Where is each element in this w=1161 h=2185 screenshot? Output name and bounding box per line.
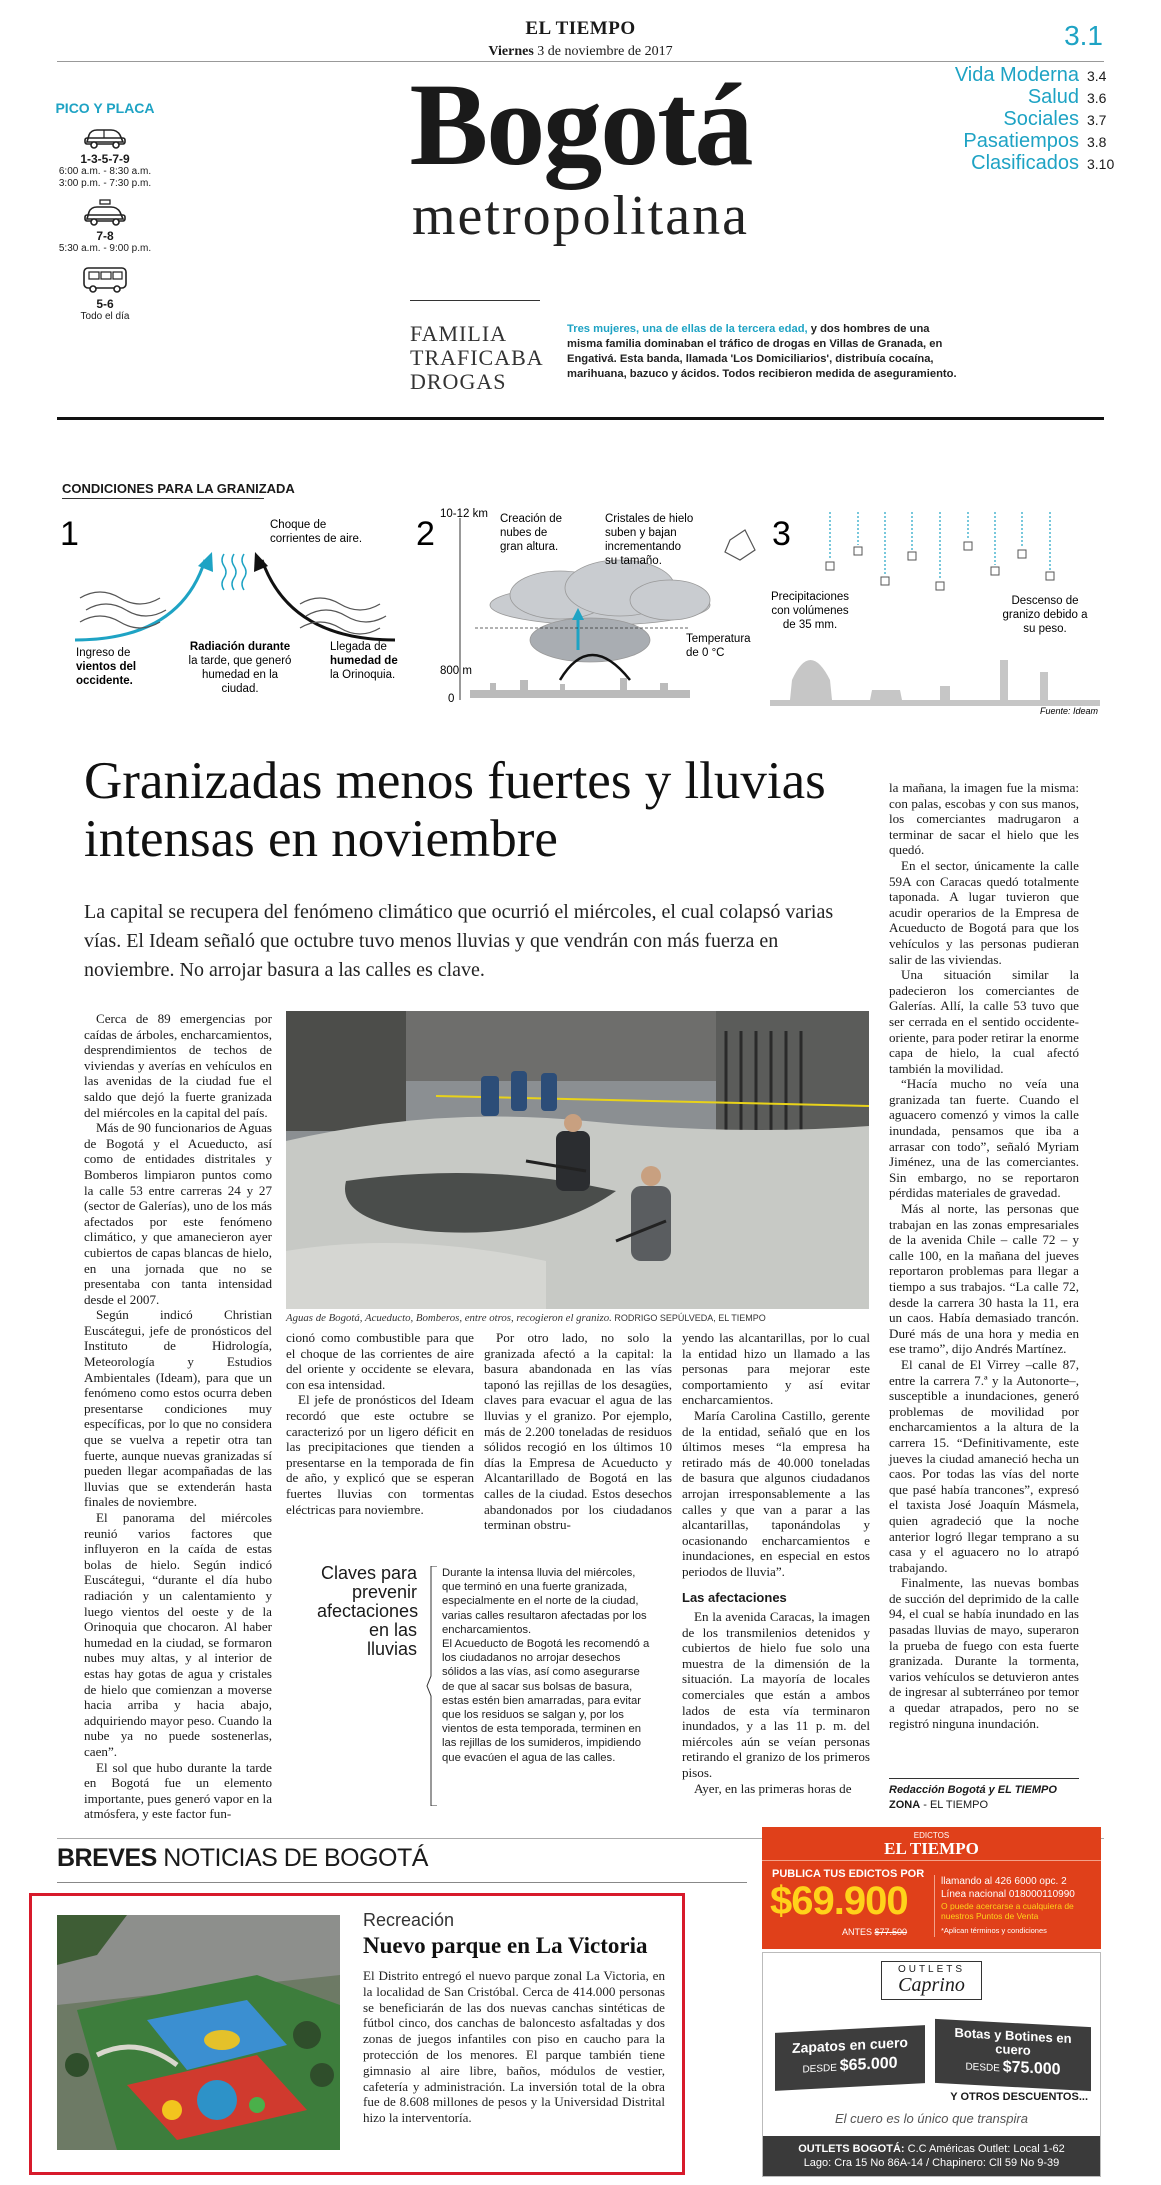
brief-text: El Distrito entregó el nuevo parque zonal La Victoria, en la localidad de San Cristóbal. Cerca de 414.000 personas se beneficiarán de las dos nuevas canchas sintéticas de fútbol cinco, dos canchas de baloncesto asfaltadas y dos zonas de juegos infantiles con piso en caucho para la protección de los menores. El parque también tiene gimnasio al aire libre, baños, módulos de vestier, cafetería y administración. La inversión total de la obra fue de 8.608 millones de pesos y la Universidad Distrital hizo la interventoría. <box>363 1968 665 2126</box>
city-skyline-left <box>470 678 690 698</box>
taxi-time: 5:30 a.m. - 9:00 p.m. <box>58 243 152 254</box>
paragraph: yendo las alcantarillas, por lo cual la entidad hizo un llamado a las personas para mejorar este comportamiento y así evitar encharcamientos. <box>682 1330 870 1408</box>
ad-divider <box>762 1860 1101 1861</box>
caprino-address-2: Lago: Cra 15 No 86A-14 / Chapinero: Cll 59 No 9-39 <box>803 2157 1060 2169</box>
caprino-more: Y OTROS DESCUENTOS... <box>950 2091 1088 2103</box>
date-day: Viernes <box>488 44 534 59</box>
ad-national: Línea nacional 018000110990 <box>941 1889 1075 1900</box>
teaser-label-line: FAMILIA <box>410 321 508 346</box>
wind-west-arrow <box>262 560 395 640</box>
car-time-1: 6:00 a.m. - 8:30 a.m. <box>58 166 152 177</box>
teaser-text <box>567 322 967 382</box>
article-column-5 <box>889 780 1079 1731</box>
article-column-2 <box>286 1330 474 1517</box>
caprino-slogan: El cuero es lo único que transpira <box>835 2111 1028 2126</box>
paragraph: la mañana, la imagen fue la misma: con palas, escobas y con sus manos, los comerciantes madrugaron a terminar de sacar el hielo que les quedó. <box>889 780 1079 858</box>
car-icon <box>83 124 127 150</box>
infographic-title: CONDICIONES PARA LA GRANIZADA <box>62 481 295 496</box>
index-item[interactable]: Vida Moderna 3.4 <box>954 64 1107 86</box>
claves-title: Claves para prevenir afectaciones en las lluvias <box>317 1563 419 1659</box>
byline-zona: ZONA <box>889 1799 921 1811</box>
section-page-number: 3.1 <box>1064 20 1103 51</box>
label-radiacion: Radiación durante la tarde, que generó humedad en la ciudad. <box>188 641 292 695</box>
subhead: Las afectaciones <box>682 1589 787 1605</box>
paragraph: Más de 90 funcionarios de Aguas de Bogotá y el Acueducto, así como de entidades distritales y Bomberos limpiaron puntos como la calle 53 entre carreras 24 y 27 (sector de Galerías), uno de los más afectados por este fenómeno climático, y que amanecieron ayer cubiertos de capas blancas de hielo, en una jornada que no se presentaba con tanta intensidad desde el 2007. <box>84 1120 272 1307</box>
infographic-title-underline <box>62 498 264 499</box>
teaser-label-line: TRAFICABA <box>410 345 544 370</box>
label-creacion: Creación de nubes de gran altura. <box>500 513 563 553</box>
caprino-outlets: OUTLETS <box>897 1964 966 1975</box>
brief-title[interactable]: Nuevo parque en La Victoria <box>363 1933 648 1958</box>
caprino-ad[interactable] <box>762 1952 1101 2177</box>
label-ingreso: Ingreso de vientos del occidente. <box>76 647 137 687</box>
label-choque: Choque de corrientes de aire. <box>270 519 363 545</box>
caprino-item-zapatos: Zapatos en cuero DESDE $65.000 <box>775 2025 925 2091</box>
ad-contact <box>934 1875 1094 1937</box>
teaser-label-line: DROGAS <box>410 369 507 394</box>
pico-y-placa-taxis <box>40 199 170 255</box>
altitude-top: 10-12 km <box>440 508 488 520</box>
paragraph: En la avenida Caracas, la imagen de los transmilenios detenidos y cubiertos de hielo fue solo una muestra de la dimensión de la situación. La mayoría de locales comerciales que están a ambos lados de esta vía terminaron inundados, y a las 11 p. m. del miércoles aún se veían personas retirando el granizo de los primeros pisos. <box>682 1609 870 1781</box>
caprino-addresses: OUTLETS BOGOTÁ: C.C Américas Outlet: Local 1-62 Lago: Cra 15 No 86A-14 / Chapinero: Cll 59 No 9-39 <box>763 2136 1100 2176</box>
taxi-icon <box>83 199 127 227</box>
step-2-number: 2 <box>416 515 435 553</box>
section-index <box>861 64 1121 174</box>
teaser-body: y dos hombres de una misma familia dominaban el tráfico de drogas en Villas de Granada, en Engativá. Esta banda, llamada 'Los Domiciliarios', distribuía cocaína, marihuana, bazuco y ácidos. Todos recibieron medida de aseguramiento. <box>567 323 957 380</box>
byline-main: Redacción Bogotá y EL TIEMPO <box>889 1784 1057 1796</box>
heat-waves <box>222 554 246 590</box>
bus-time: Todo el día <box>80 310 130 322</box>
pico-y-placa-buses <box>40 265 170 323</box>
paragraph: Por otro lado, no solo la granizada afectó a la capital: la basura abandonada en las vías taponó las rejillas de los desagües, claves para evacuar el agua de las lluvias y el granizo. Por ejemplo, más de 2.200 toneladas de residuos sólidos recogió en los últimos 10 días la Empresa de Acueducto y Alcantarillado de Bogotá en las calles de la ciudad. Estos desechos abandonados por los ciudadanos terminan obstru- <box>484 1330 672 1533</box>
breves-underline <box>57 1882 747 1883</box>
edictos-ad[interactable] <box>762 1827 1101 1949</box>
article-column-4 <box>682 1330 870 1796</box>
article-photo <box>286 1011 869 1309</box>
claves-paragraph: Durante la intensa lluvia del miércoles, que terminó en una fuerte granizada, especialmente en el norte de la ciudad, varias calles resultaron afectadas por los encharcamientos. <box>442 1567 647 1636</box>
newspaper-name: EL TIEMPO <box>525 18 636 39</box>
taxi-plate-digits: 7-8 <box>96 229 114 243</box>
paragraph: cionó como combustible para que el choque de las corrientes de aire del oriente y occidente se elevara, con esa intensidad. <box>286 1330 474 1392</box>
breves-title-bold: BREVES <box>57 1844 157 1872</box>
label-llegada: Llegada de humedad de la Orinoquia. <box>330 641 398 681</box>
label-precipitaciones: Precipitaciones con volúmenes de 35 mm. <box>771 591 849 631</box>
car-plate-digits: 1-3-5-7-9 <box>80 152 130 166</box>
section-subtitle: metropolitana <box>411 185 749 247</box>
caption-text: Aguas de Bogotá, Acueducto, Bomberos, entre otros, recogieron el granizo. <box>286 1312 612 1324</box>
article-byline <box>889 1778 1109 1813</box>
date-rest: 3 de noviembre de 2017 <box>533 44 673 59</box>
altitude-mid: 800 m <box>440 665 472 677</box>
paragraph: El panorama del miércoles reunió varios factores que influyeron en la caída de estas bolas de hielo. Según indicó Euscátegui, “durante el día hubo radiación y un calentamiento y luego vientos del oeste y de la Orinoquia que chocaron. Al haber humedad en la ciudad, se formaron nubes muy altas, y al interior de estas hay gotas de agua y cristales de hielo que comienzan a moverse hacia arriba y hacia abajo, adquiriendo mayor peso. Cuando la nube ya no puede sostenerlas, caen”. <box>84 1510 272 1759</box>
ad-terms: *Aplican términos y condiciones <box>941 1926 1047 1935</box>
breves-title-rest: NOTICIAS DE BOGOTÁ <box>156 1844 428 1872</box>
ad-small-label: EDICTOS <box>913 1831 950 1840</box>
caprino-logo <box>763 1961 1100 2000</box>
paragraph: Cerca de 89 emergencias por caídas de árboles, encharcamientos, desprendimientos de techos de viviendas y averías en vehículos en las avenidas de la ciudad fue el saldo que dejó la fuerte granizada del miércoles en la capital del país. <box>84 1011 272 1120</box>
park-aerial-image <box>57 1915 340 2150</box>
label-descenso: Descenso de granizo debido a su peso. <box>1002 595 1088 635</box>
teaser-label[interactable] <box>410 322 560 394</box>
pico-y-placa-cars <box>40 124 170 189</box>
claves-text <box>442 1566 650 1765</box>
article-headline[interactable]: Granizadas menos fuertes y lluvias intensas en noviembre <box>84 752 826 868</box>
publication-date <box>0 44 1161 60</box>
pico-y-placa-title: PICO Y PLACA <box>55 100 155 116</box>
infographic-source: Fuente: Ideam <box>1039 706 1098 716</box>
ad-price: $69.900 <box>770 1879 908 1923</box>
photo-credit: RODRIGO SEPÚLVEDA, EL TIEMPO <box>611 1313 766 1323</box>
label-cristales: Cristales de hielo suben y bajan incrementando su tamaño. <box>605 513 694 567</box>
paragraph: El canal de El Virrey –calle 87, entre la carrera 7.ª y la Autonorte–, susceptible a inundaciones, generó problemas de movilidad por encharcamientos a la altura de la carrera 15. “Definitivamente, este jueves la ciudad amaneció hecha un caos. Por todas las vías del norte que pasé había trancones”, expresó el taxista José Joaquín Másmela, quien agradeció que la noche anterior logró llegar temprano a su casa y el aguacero no lo atrapó trabajando. <box>889 1356 1079 1575</box>
paragraph: Finalmente, las nuevas bombas de succión del deprimido de la calle 94, el cual se había inundado en las pasadas lluvias de mayo, superaron la prueba de fuego con esta fuerte granizada. Durante la tormenta, varios vehículos se detuvieron antes de ingresar al subterráneo por temor a quedar atrapados, pero no se registró ninguna inundación. <box>889 1575 1079 1731</box>
altitude-zero: 0 <box>448 693 455 705</box>
paragraph: Según indicó Christian Euscátegui, jefe de pronósticos del Instituto de Hidrología, Meteorología y Estudios Ambientales (Ideam), para que un fenómeno como estos ocurra deben presentarse condiciones muy específicas, por lo que no considera que se vuelva a repetir otra tan fuerte, aunque nuevas granizadas sí pueden llegar acompañadas de las lluvias que se extenderán hasta finales de noviembre. <box>84 1307 272 1510</box>
index-item[interactable]: Pasatiempos 3.8 <box>963 130 1107 152</box>
ad-call: llamando al 426 6000 opc. 2 <box>941 1876 1067 1887</box>
car-time-2: 3:00 p.m. - 7:30 p.m. <box>58 177 152 189</box>
claves-paragraph: El Acueducto de Bogotá les recomendó a los ciudadanos no arrojar desechos sólidos a las vías, así como asegurarse de que al sacar sus bolsas de basura, estas estén bien amarradas, para evitar que los residuos se salgan y, por los vientos de esta temporada, terminen en las rejillas de los sumideros, impidiendo que evacúen el agua de las calles. <box>442 1638 650 1764</box>
paragraph: El jefe de pronósticos del Ideam recordó que este octubre se caracterizó por un ligero déficit en las precipitaciones que tienden a presentarse en la temporada de fin de año, y explicó que se esperan fuertes lluvias con tormentas eléctricas para noviembre. <box>286 1392 474 1517</box>
section-title: Bogotá <box>409 59 752 190</box>
ice-crystal-icon <box>725 530 755 560</box>
photo-caption <box>286 1312 869 1324</box>
ad-brand: EL TIEMPO <box>884 1839 979 1858</box>
ad-headline: PUBLICA TUS EDICTOS POR <box>772 1868 925 1880</box>
pico-y-placa <box>40 100 170 332</box>
caprino-item-botas: Botas y Botines en cuero DESDE $75.000 <box>935 2019 1091 2091</box>
brief-kicker: Recreación <box>363 1910 455 1930</box>
thick-divider <box>57 417 1104 420</box>
caprino-brand: Caprino <box>898 1974 965 1996</box>
bus-icon <box>81 265 129 295</box>
paragraph: “Hacía mucho no veía una granizada tan fuerte. Cuando el aguacero comenzó y vimos la calle inundada, pensamos que iba a arrasar con todo”, señaló Myriam Jiménez, una de las comerciantes. Sin embargo, no se reportaron pérdidas materiales de gravedad. <box>889 1076 1079 1201</box>
hail-drops <box>830 512 1050 580</box>
paragraph: Una situación similar la padecieron los comerciantes de Galerías. Allí, la calle 53 tuvo que ser cerrada en el sentido occidente-oriente, para poder retirar la enorme capa de hielo, la cual afectó también la movilidad. <box>889 967 1079 1076</box>
label-temperatura: Temperatura de 0 °C <box>686 633 751 659</box>
hail-infographic <box>0 500 1161 725</box>
index-item[interactable]: Clasificados 3.10 <box>971 152 1115 174</box>
byline-rest: - EL TIEMPO <box>920 1799 989 1811</box>
breves-header <box>57 1844 428 1873</box>
index-item[interactable]: Sociales 3.7 <box>1003 108 1107 130</box>
hail-cleanup-photo <box>286 1011 869 1309</box>
wind-swirl-right <box>300 598 386 634</box>
paragraph: El sol que hubo durante la tarde en Bogotá fue un elemento importante, pues generó vapor en la atmósfera, y este factor fun- <box>84 1759 272 1822</box>
article-column-1 <box>84 1011 272 1822</box>
bus-plate-digits: 5-6 <box>96 296 114 311</box>
ad-walkin: O puede acercarse a cualquiera de nuestros Puntos de Venta <box>941 1901 1074 1921</box>
teaser-lead: Tres mujeres, una de ellas de la tercera edad, <box>567 323 808 335</box>
paragraph: María Carolina Castillo, gerente de la entidad, señaló que en los últimos meses “la empresa ha retirado más de 40.000 toneladas de basura que algunos ciudadanos arrojan irresponsablemente a las calles y que van a parar a las alcantarillas, taponándolas y ocasionando encharcamientos e inundaciones, en especial en estos periodos de lluvia”. <box>682 1407 870 1579</box>
ad-before-price: ANTES $77.500 <box>842 1927 908 1937</box>
paragraph: En el sector, únicamente la calle 59A con Caracas quedó totalmente taponada. A lugar tuvieron que acudir operarios de la Empresa de Acueducto de Bogotá para que los vehículos y las personas pudieran salir de las viviendas. <box>889 857 1079 967</box>
step-1-number: 1 <box>60 515 79 553</box>
paragraph: Ayer, en las primeras horas de <box>694 1780 852 1796</box>
article-column-3 <box>484 1330 672 1533</box>
paragraph: Más al norte, las personas que trabajan en las zonas empresariales de la avenida Chile – calle 72 – y calle 100, en la mañana del jueves reportaron problemas para llegar a tiempo a sus trabajos. “La calle 72, desde la carrera 30 hasta la 11, era un caos. Había demasiado trancón. Duré más de una hora y media en ese tramo”, dijo Andrés Martínez. <box>889 1201 1079 1357</box>
city-skyline-right <box>770 660 1100 706</box>
brace-icon <box>425 1566 439 1806</box>
step-3-number: 3 <box>772 515 791 553</box>
storm-cloud <box>490 560 710 662</box>
teaser-marker <box>410 300 540 301</box>
article-dek: La capital se recupera del fenómeno climático que ocurrió el miércoles, el cual colapsó varias vías. El Ideam señaló que octubre tuvo menos lluvias y que vendrán con más fuerza en noviembre. No arrojar basura a las calles es clave. <box>84 901 834 981</box>
park-photo <box>57 1915 340 2150</box>
index-item[interactable]: Salud 3.6 <box>1027 86 1107 108</box>
